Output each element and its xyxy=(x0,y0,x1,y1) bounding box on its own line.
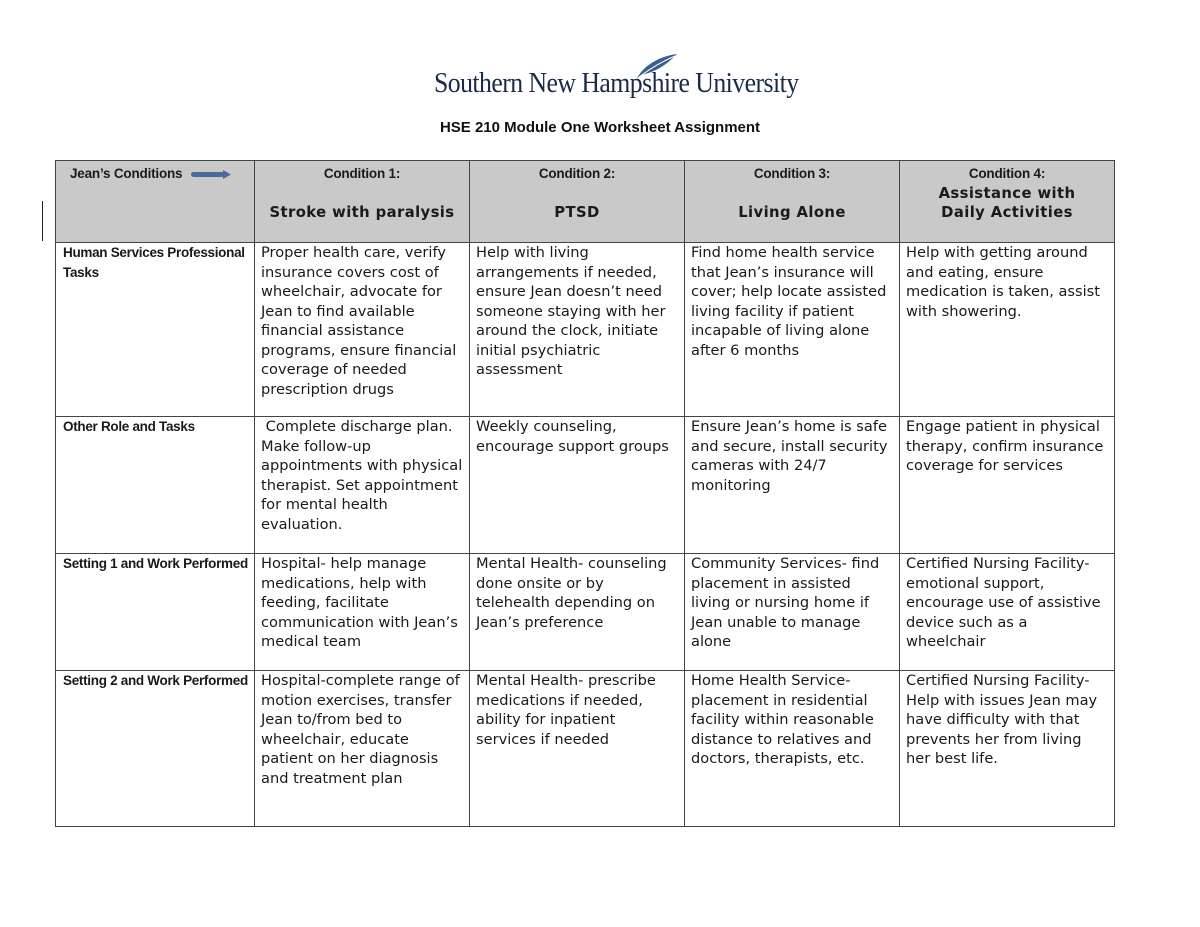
university-logo xyxy=(434,52,799,106)
table-cell: Ensure Jean’s home is safe and secure, install security cameras with 24/7 monitoring xyxy=(685,417,900,554)
table-cell: Help with getting around and eating, ensure medication is taken, assist with showering. xyxy=(900,243,1115,417)
condition-name: Stroke with paralysis xyxy=(269,203,455,221)
row-label: Other Role and Tasks xyxy=(56,417,255,554)
condition-label: Condition 2: xyxy=(538,166,616,181)
column-header-condition-2 xyxy=(470,161,685,243)
row-label: Setting 2 and Work Performed xyxy=(56,671,255,827)
column-header-condition-4 xyxy=(900,161,1115,243)
row-label: Human Services Professional Tasks xyxy=(56,243,255,417)
corner-label: Jean’s Conditions xyxy=(70,166,183,181)
table-cell: Find home health service that Jean’s insurance will cover; help locate assisted living facility if patient incapable of living alone after 6 months xyxy=(685,243,900,417)
condition-label: Condition 3: xyxy=(753,166,831,181)
leaf-icon xyxy=(631,52,681,80)
text-cursor xyxy=(42,201,43,241)
document-title: HSE 210 Module One Worksheet Assignment xyxy=(439,119,761,136)
table-row xyxy=(56,243,1115,417)
table-cell: Home Health Service- placement in residential facility within reasonable distance to relatives and doctors, therapists, etc. xyxy=(685,671,900,827)
condition-label: Condition 4: xyxy=(968,166,1046,181)
column-header-condition-3 xyxy=(685,161,900,243)
condition-name: PTSD xyxy=(554,203,600,221)
table-row xyxy=(56,417,1115,554)
table-row xyxy=(56,671,1115,827)
table-cell: Proper health care, verify insurance covers cost of wheelchair, advocate for Jean to find available financial assistance programs, ensure financial coverage of needed prescription drugs xyxy=(255,243,470,417)
condition-label: Condition 1: xyxy=(323,166,401,181)
corner-header-cell xyxy=(56,161,255,243)
condition-name: Assistance with Daily Activities xyxy=(938,184,1076,221)
logo-wordmark: Southern New Hampshire University xyxy=(434,68,799,99)
table-row xyxy=(56,554,1115,671)
table-cell: Help with living arrangements if needed, ensure Jean doesn’t need someone staying with her around the clock, initiate initial psychiatric assessment xyxy=(470,243,685,417)
table-cell: Certified Nursing Facility- Help with issues Jean may have difficulty with that prevents her from living her best life. xyxy=(900,671,1115,827)
table-cell: Mental Health- prescribe medications if needed, ability for inpatient services if needed xyxy=(470,671,685,827)
table-cell: Complete discharge plan. Make follow-up appointments with physical therapist. Set appointment for mental health evaluation. xyxy=(255,417,470,554)
table-cell: Engage patient in physical therapy, confirm insurance coverage for services xyxy=(900,417,1115,554)
table-cell: Hospital- help manage medications, help with feeding, facilitate communication with Jean’s medical team xyxy=(255,554,470,671)
header-row xyxy=(56,161,1115,243)
column-header-condition-1 xyxy=(255,161,470,243)
table-cell: Weekly counseling, encourage support groups xyxy=(470,417,685,554)
table-cell: Hospital-complete range of motion exercises, transfer Jean to/from bed to wheelchair, educate patient on her diagnosis and treatment plan xyxy=(255,671,470,827)
condition-name: Living Alone xyxy=(738,203,846,221)
table-cell: Mental Health- counseling done onsite or by telehealth depending on Jean’s preference xyxy=(470,554,685,671)
arrow-right-icon xyxy=(191,170,231,179)
row-label: Setting 1 and Work Performed xyxy=(56,554,255,671)
conditions-table xyxy=(55,160,1115,827)
table-cell: Community Services- find placement in assisted living or nursing home if Jean unable to manage alone xyxy=(685,554,900,671)
table-cell: Certified Nursing Facility- emotional support, encourage use of assistive device such as a wheelchair xyxy=(900,554,1115,671)
